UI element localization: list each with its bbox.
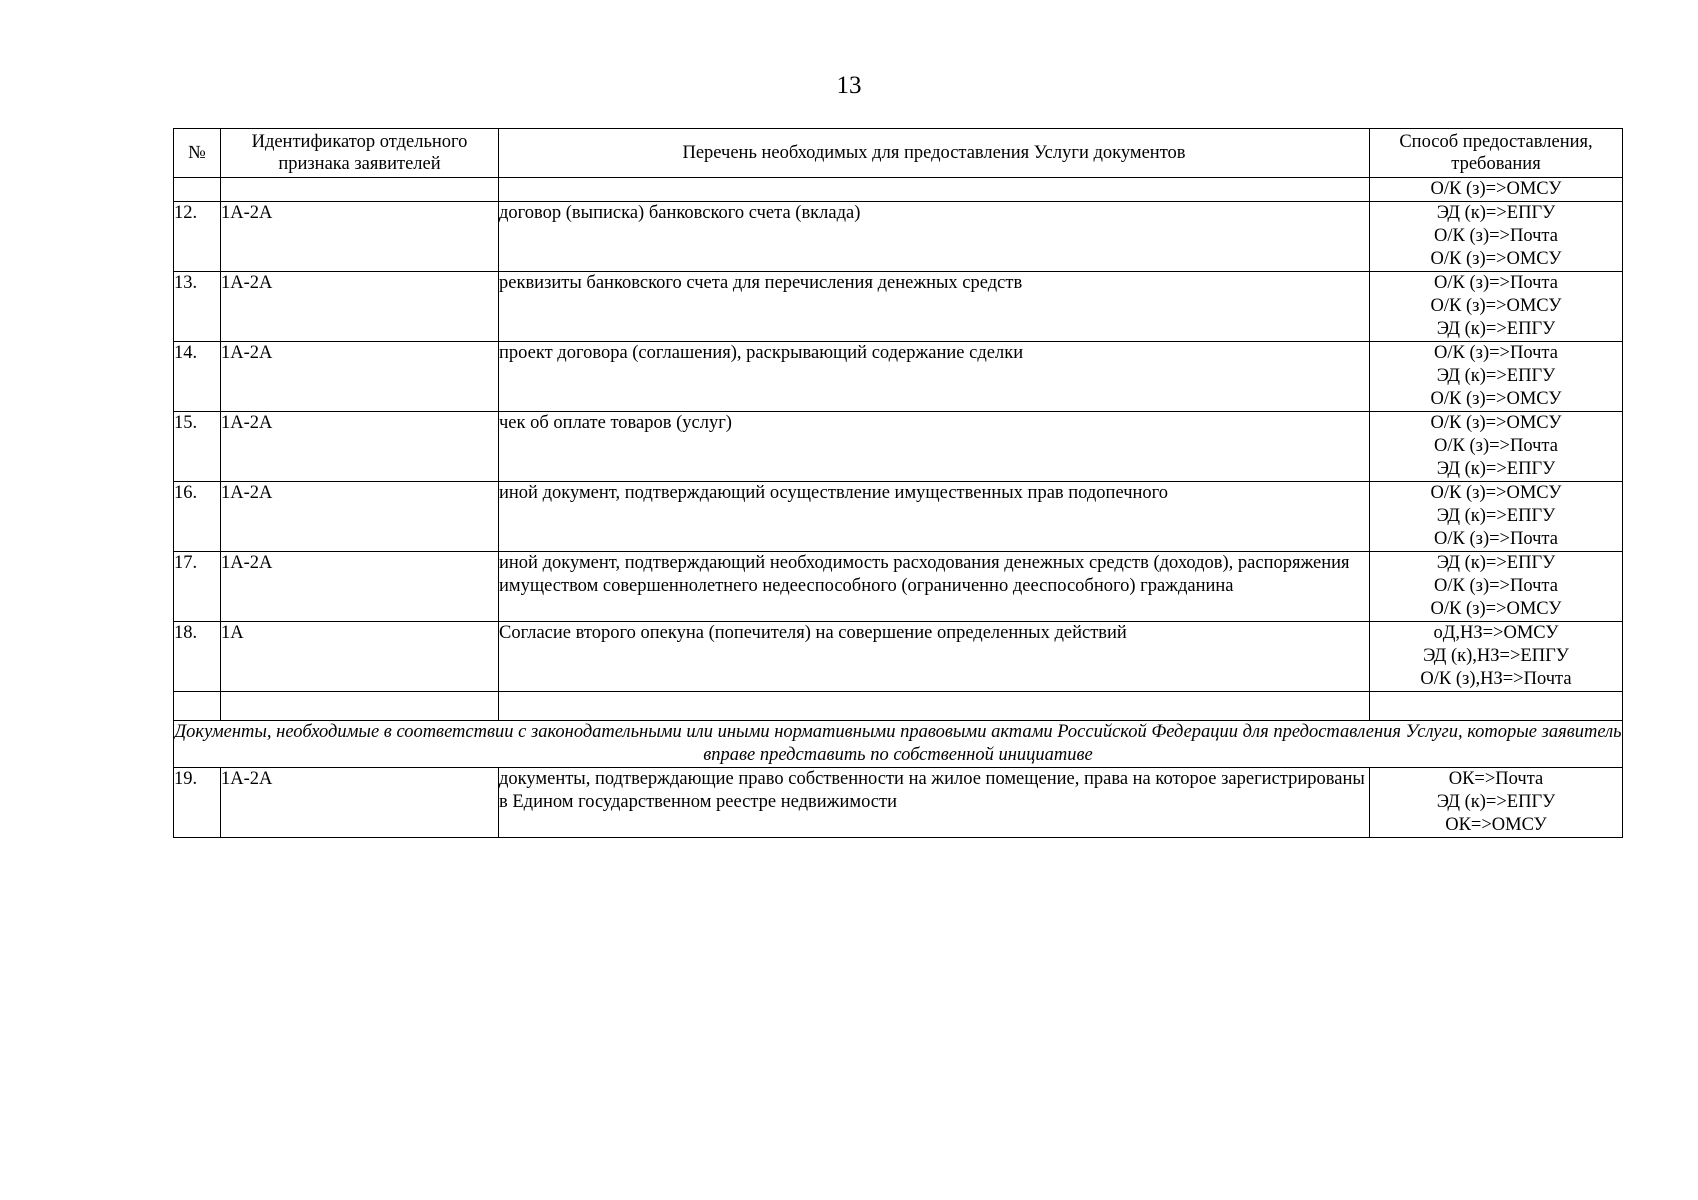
header-num: № xyxy=(174,129,221,178)
cell-doc: проект договора (соглашения), раскрывающий содержание сделки xyxy=(499,342,1370,412)
cell-doc: иной документ, подтверждающий осуществление имущественных прав подопечного xyxy=(499,482,1370,552)
section-title: Документы, необходимые в соответствии с законодательными или иными нормативными правовыми актами Российской Федерации для предоставления Услуги, которые заявитель вправе представить по собственной инициативе xyxy=(174,721,1623,768)
method-line: О/К (з)=>Почта xyxy=(1434,436,1558,456)
cell-doc xyxy=(499,692,1370,721)
cell-num xyxy=(174,692,221,721)
method-line: О/К (з)=>Почта xyxy=(1434,226,1558,246)
documents-table xyxy=(173,128,1623,838)
cell-method xyxy=(1370,202,1623,272)
header-identifier: Идентификатор отдельного признака заявителей xyxy=(221,129,499,178)
method-line: ОК=>ОМСУ xyxy=(1445,815,1547,835)
table-row xyxy=(174,412,1623,482)
cell-method xyxy=(1370,342,1623,412)
method-line: ЭД (к)=>ЕПГУ xyxy=(1436,792,1556,812)
table-row xyxy=(174,482,1623,552)
cell-num xyxy=(174,178,221,202)
method-line: О/К (з)=>ОМСУ xyxy=(1430,179,1562,199)
cell-num: 13. xyxy=(174,272,221,342)
method-line: ЭД (к)=>ЕПГУ xyxy=(1436,506,1556,526)
cell-method xyxy=(1370,552,1623,622)
cell-id xyxy=(221,178,499,202)
method-line: ЭД (к)=>ЕПГУ xyxy=(1436,553,1556,573)
header-documents: Перечень необходимых для предоставления Услуги документов xyxy=(499,129,1370,178)
page-number: 13 xyxy=(836,72,862,99)
cell-doc xyxy=(499,178,1370,202)
cell-doc: реквизиты банковского счета для перечисления денежных средств xyxy=(499,272,1370,342)
table-row xyxy=(174,768,1623,838)
cell-id: 1А-2А xyxy=(221,342,499,412)
cell-method xyxy=(1370,272,1623,342)
cell-method xyxy=(1370,178,1623,202)
cell-num: 14. xyxy=(174,342,221,412)
table-header-row xyxy=(174,129,1623,178)
cell-num: 15. xyxy=(174,412,221,482)
cell-id: 1А-2А xyxy=(221,552,499,622)
cell-method xyxy=(1370,622,1623,692)
cell-id xyxy=(221,692,499,721)
method-line: О/К (з)=>Почта xyxy=(1434,576,1558,596)
method-line: О/К (з)=>Почта xyxy=(1434,529,1558,549)
cell-id: 1А-2А xyxy=(221,202,499,272)
cell-id: 1А-2А xyxy=(221,768,499,838)
cell-num: 19. xyxy=(174,768,221,838)
cell-doc: чек об оплате товаров (услуг) xyxy=(499,412,1370,482)
empty-row xyxy=(174,692,1623,721)
cell-method xyxy=(1370,412,1623,482)
table-row xyxy=(174,202,1623,272)
cell-num: 16. xyxy=(174,482,221,552)
cell-doc: Согласие второго опекуна (попечителя) на совершение определенных действий xyxy=(499,622,1370,692)
method-line: О/К (з)=>ОМСУ xyxy=(1430,389,1562,409)
cell-num: 12. xyxy=(174,202,221,272)
method-line: О/К (з)=>Почта xyxy=(1434,273,1558,293)
method-line: О/К (з),НЗ=>Почта xyxy=(1420,669,1572,689)
method-line: О/К (з)=>ОМСУ xyxy=(1430,249,1562,269)
method-line: О/К (з)=>ОМСУ xyxy=(1430,296,1562,316)
method-line: О/К (з)=>ОМСУ xyxy=(1430,483,1562,503)
cell-method xyxy=(1370,768,1623,838)
table-row xyxy=(174,272,1623,342)
cell-doc: иной документ, подтверждающий необходимость расходования денежных средств (доходов), распоряжения имуществом совершеннолетнего недееспособного (ограниченно дееспособного) гражданина xyxy=(499,552,1370,622)
cell-num: 17. xyxy=(174,552,221,622)
method-line: оД,НЗ=>ОМСУ xyxy=(1433,623,1559,643)
method-line: ЭД (к)=>ЕПГУ xyxy=(1436,366,1556,386)
cell-id: 1А-2А xyxy=(221,272,499,342)
header-method: Способ предоставления, требования xyxy=(1370,129,1623,178)
table-row xyxy=(174,622,1623,692)
method-line: ЭД (к)=>ЕПГУ xyxy=(1436,203,1556,223)
method-line: О/К (з)=>Почта xyxy=(1434,343,1558,363)
method-line: ОК=>Почта xyxy=(1448,769,1544,789)
cell-num: 18. xyxy=(174,622,221,692)
table-row xyxy=(174,552,1623,622)
method-line: ЭД (к)=>ЕПГУ xyxy=(1436,319,1556,339)
continuation-row xyxy=(174,178,1623,202)
method-line: ЭД (к),НЗ=>ЕПГУ xyxy=(1423,646,1569,666)
cell-method xyxy=(1370,692,1623,721)
method-line: О/К (з)=>ОМСУ xyxy=(1430,413,1562,433)
cell-doc: договор (выписка) банковского счета (вклада) xyxy=(499,202,1370,272)
method-line: О/К (з)=>ОМСУ xyxy=(1430,599,1562,619)
cell-method xyxy=(1370,482,1623,552)
cell-id: 1А-2А xyxy=(221,412,499,482)
table-row xyxy=(174,342,1623,412)
method-line: ЭД (к)=>ЕПГУ xyxy=(1436,459,1556,479)
cell-id: 1А-2А xyxy=(221,482,499,552)
section-row xyxy=(174,721,1623,768)
cell-doc: документы, подтверждающие право собственности на жилое помещение, права на которое зарегистрированы в Едином государственном реестре недвижимости xyxy=(499,768,1370,838)
cell-id: 1А xyxy=(221,622,499,692)
